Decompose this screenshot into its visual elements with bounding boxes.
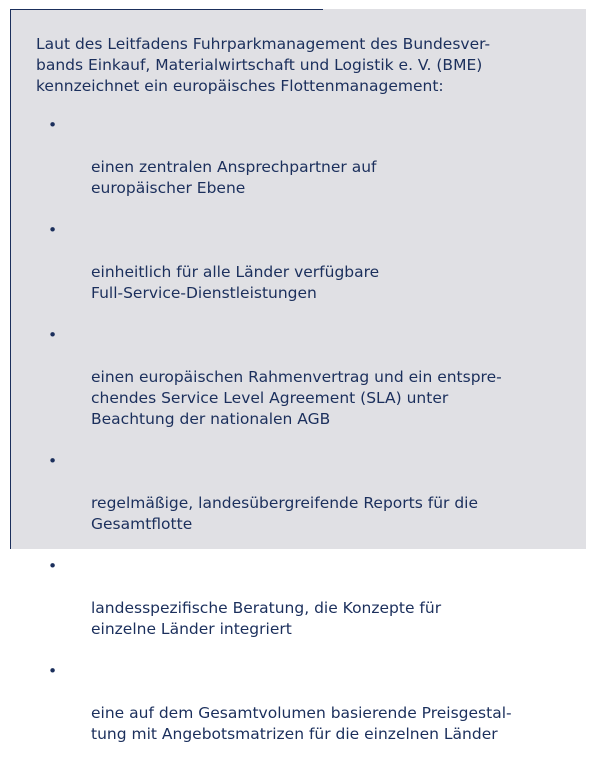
bullet-icon: •: [48, 116, 58, 134]
bullet-icon: •: [48, 221, 58, 239]
list-item: [36, 115, 566, 199]
info-box-content: [36, 34, 566, 766]
list-item: [36, 661, 566, 745]
list-item: [36, 451, 566, 535]
list-item: [36, 325, 566, 430]
box-side-rule: [10, 9, 11, 549]
feature-list: [36, 115, 566, 745]
list-item-text: einen europäischen Rahmenvertrag und ein entspre- chendes Service Level Agreement (SLA) unter Beachtung der nationalen AGB: [91, 368, 502, 428]
list-item-text: regelmäßige, landesübergreifende Reports für die Gesamtflotte: [91, 494, 479, 533]
bullet-icon: •: [48, 557, 58, 575]
box-top-rule: [10, 9, 323, 10]
list-item-text: einen zentralen Ansprechpartner auf europäischer Ebene: [91, 158, 377, 197]
list-item: [36, 556, 566, 640]
bullet-icon: •: [48, 452, 58, 470]
list-item-text: einheitlich für alle Länder verfügbare Full-Service-Dienstleistungen: [91, 263, 380, 302]
list-item-text: eine auf dem Gesamtvolumen basierende Preisgestal- tung mit Angebotsmatrizen für die einzelnen Länder: [91, 704, 512, 743]
list-item-text: landesspezifische Beratung, die Konzepte für einzelne Länder integriert: [91, 599, 442, 638]
intro-paragraph: Laut des Leitfadens Fuhrparkmanagement des Bundesver- bands Einkauf, Materialwirtschaft und Logistik e. V. (BME) kennzeichnet ein europäisches Flottenmanagement:: [36, 35, 491, 95]
bullet-icon: •: [48, 662, 58, 680]
list-item: [36, 220, 566, 304]
bullet-icon: •: [48, 326, 58, 344]
